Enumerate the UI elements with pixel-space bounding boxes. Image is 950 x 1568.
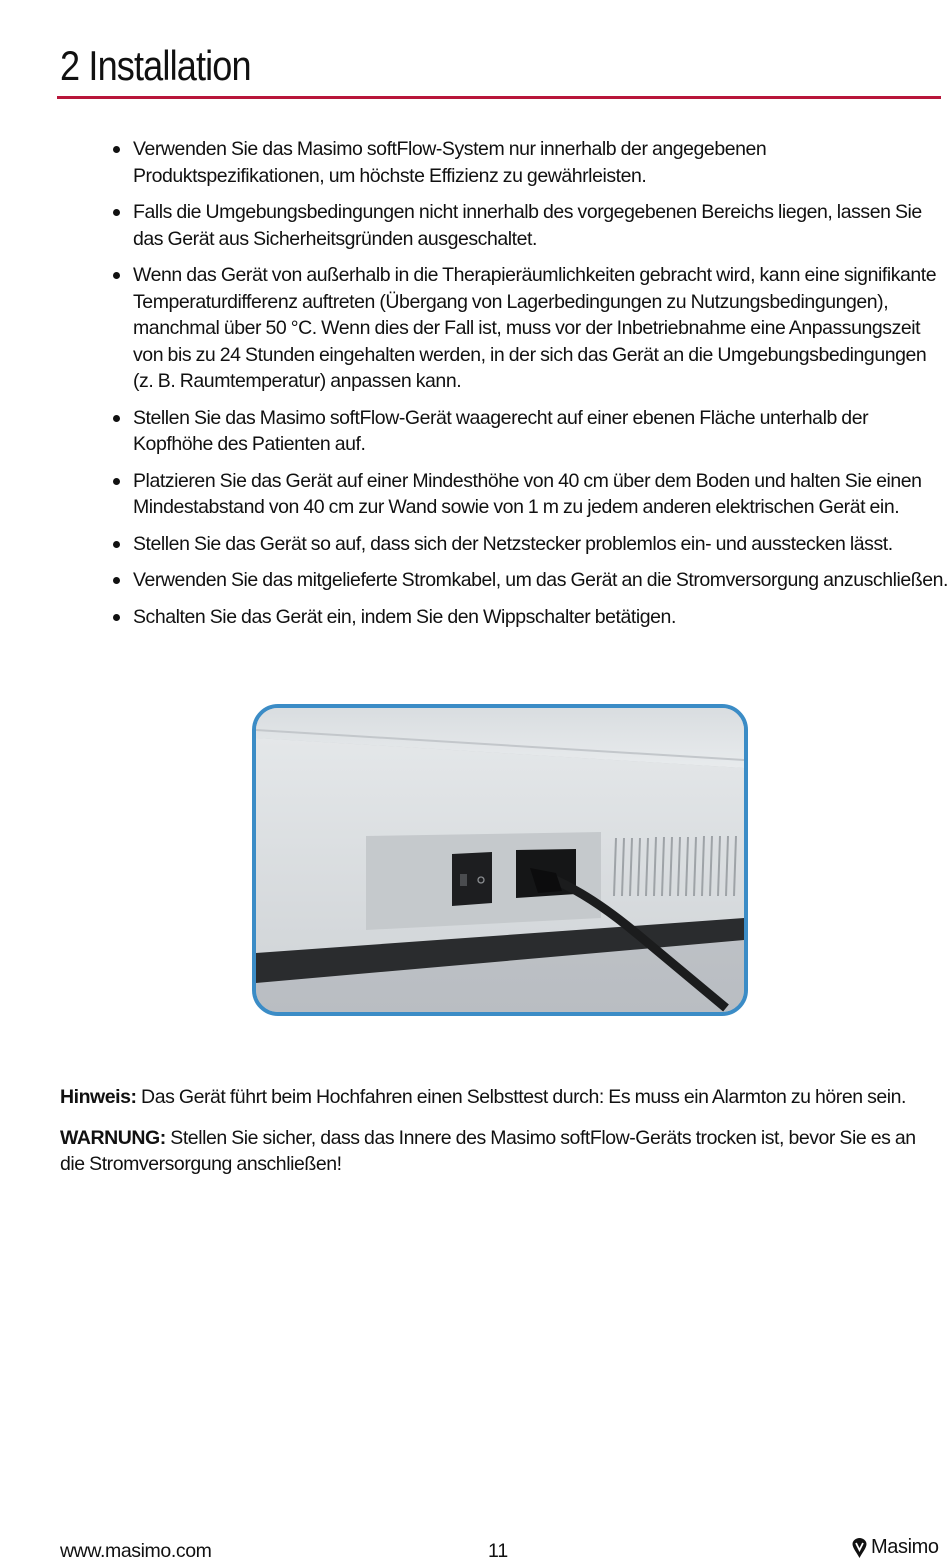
warning-text: Stellen Sie sicher, dass das Innere des Masimo softFlow-Geräts trocken ist, bevor Sie es an die Stromversorgung anschließen! <box>60 1126 916 1175</box>
masimo-logo-icon <box>851 1537 868 1559</box>
warning-note <box>60 1125 940 1178</box>
page-number: 11 <box>488 1540 509 1562</box>
list-item: Verwenden Sie das mitgelieferte Stromkabel, um das Gerät an die Stromversorgung anzuschließen. <box>110 567 950 594</box>
brand-name: Masimo <box>871 1536 939 1558</box>
hint-note <box>60 1084 940 1111</box>
bullet-icon <box>113 415 120 422</box>
heading-rule <box>57 96 941 99</box>
list-item: Falls die Umgebungsbedingungen nicht innerhalb des vorgegebenen Bereichs liegen, lassen Sie das Gerät aus Sicherheitsgründen ausgeschaltet. <box>110 199 950 252</box>
bullet-icon <box>113 614 120 621</box>
device-rear-photo <box>252 704 748 1016</box>
list-item: Schalten Sie das Gerät ein, indem Sie den Wippschalter betätigen. <box>110 604 950 631</box>
bullet-icon <box>113 541 120 548</box>
instruction-list <box>110 136 950 640</box>
bullet-icon <box>113 272 120 279</box>
list-item: Stellen Sie das Gerät so auf, dass sich der Netzstecker problemlos ein- und ausstecken lässt. <box>110 531 950 558</box>
bullet-icon <box>113 478 120 485</box>
bullet-icon <box>113 146 120 153</box>
hint-label: Hinweis: <box>60 1086 137 1108</box>
warning-label: WARNUNG: <box>60 1126 166 1149</box>
footer-url-link[interactable]: www.masimo.com <box>60 1540 212 1562</box>
list-item: Verwenden Sie das Masimo softFlow-System nur innerhalb der angegebenen Produktspezifikationen, um höchste Effizienz zu gewährleisten. <box>110 136 950 189</box>
device-illustration <box>256 708 744 1012</box>
section-heading: 2 Installation <box>60 42 251 89</box>
bullet-icon <box>113 209 120 216</box>
list-item: Wenn das Gerät von außerhalb in die Therapieräumlichkeiten gebracht wird, kann eine signifikante Temperaturdifferenz auftreten (Übergang von Lagerbedingungen zu Nutzungsbedingungen), manchmal über 50 °C. Wenn dies der Fall ist, muss vor der Inbetriebnahme eine Anpassungszeit von bis zu 24 Stunden eingehalten werden, in der sich das Gerät an die Umgebungsbedingungen (z. B. Raumtemperatur) anpassen kann. <box>110 262 950 395</box>
hint-text: Das Gerät führt beim Hochfahren einen Selbsttest durch: Es muss ein Alarmton zu hören sein. <box>136 1086 907 1108</box>
list-item: Stellen Sie das Masimo softFlow-Gerät waagerecht auf einer ebenen Fläche unterhalb der Kopfhöhe des Patienten auf. <box>110 405 950 458</box>
footer-brand <box>851 1536 939 1559</box>
bullet-icon <box>113 577 120 584</box>
list-item: Platzieren Sie das Gerät auf einer Mindesthöhe von 40 cm über dem Boden und halten Sie einen Mindestabstand von 40 cm zur Wand sowie von 1 m zu jedem anderen elektrischen Gerät ein. <box>110 468 950 521</box>
notes-section <box>60 1084 940 1192</box>
